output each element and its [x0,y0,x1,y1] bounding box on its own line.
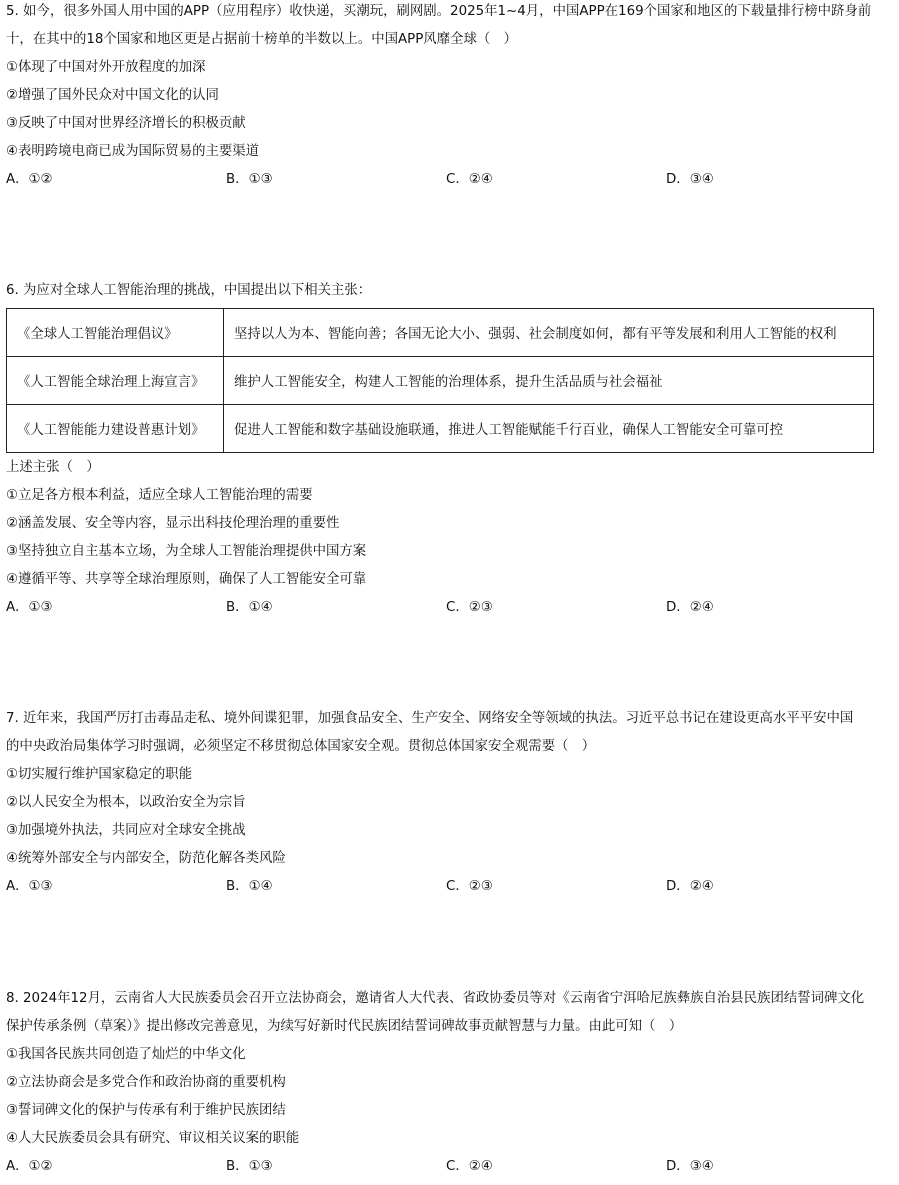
table-row [7,357,874,405]
option-b[interactable]: B．①③ [226,1159,273,1174]
option-b[interactable]: B．①④ [226,600,273,615]
option-c[interactable]: C．②④ [446,172,493,187]
statement-item: ③誓词碑文化的保护与传承有利于维护民族团结 [6,1103,286,1118]
option-a[interactable]: A．①② [6,1159,53,1174]
question-stem-line: 5. 如今，很多外国人用中国的APP（应用程序）收快递，买潮玩，刷网剧。2025年1~4月，中国APP在169个国家和地区的下载量排行榜中跻身前 [6,4,872,19]
option-a[interactable]: A．①③ [6,879,53,894]
statement-item: ③加强境外执法，共同应对全球安全挑战 [6,823,246,838]
answer-options [6,594,890,622]
statement-item: ④统筹外部安全与内部安全，防范化解各类风险 [6,851,286,866]
statement-item: ③反映了中国对世界经济增长的积极贡献 [6,116,246,131]
statement-item: ④遵循平等、共享等全球治理原则，确保了人工智能安全可靠 [6,572,367,587]
answer-options [6,873,890,901]
policy-content-cell: 维护人工智能安全，构建人工智能的治理体系，提升生活品质与社会福祉 [224,357,874,405]
option-c[interactable]: C．②④ [446,1159,493,1174]
statement-item: ①立足各方根本利益，适应全球人工智能治理的需要 [6,488,313,503]
table-row [7,309,874,357]
question-stem-line: 保护传承条例（草案）》提出修改完善意见，为续写好新时代民族团结誓词碑故事贡献智慧与力量。由此可知（ ） [6,1019,683,1034]
question-5 [6,0,890,194]
answer-options [6,166,890,194]
option-c[interactable]: C．②③ [446,600,493,615]
question-stem-line: 7. 近年来，我国严厉打击毒品走私、境外间谍犯罪，加强食品安全、生产安全、网络安全等领域的执法。习近平总书记在建设更高水平平安中国 [6,711,854,726]
option-d[interactable]: D．③④ [666,172,714,187]
option-b[interactable]: B．①④ [226,879,273,894]
statement-item: ①切实履行维护国家稳定的职能 [6,767,193,782]
statement-item: ④人大民族委员会具有研究、审议相关议案的职能 [6,1131,300,1146]
question-7 [6,705,890,901]
question-stem-line: 十，在其中的18个国家和地区更是占据前十榜单的半数以上。中国APP风靡全球（ ） [6,32,518,47]
question-stem-line: 6. 为应对全球人工智能治理的挑战，中国提出以下相关主张： [6,283,372,298]
option-d[interactable]: D．②④ [666,600,714,615]
policy-table [6,308,874,453]
statement-item: ②涵盖发展、安全等内容，显示出科技伦理治理的重要性 [6,516,340,531]
policy-name-cell: 《人工智能能力建设普惠计划》 [7,405,224,453]
statement-item: ②立法协商会是多党合作和政治协商的重要机构 [6,1075,286,1090]
question-prompt: 上述主张（ ） [6,460,100,475]
option-a[interactable]: A．①② [6,172,53,187]
statement-item: ④表明跨境电商已成为国际贸易的主要渠道 [6,144,260,159]
policy-name-cell: 《全球人工智能治理倡议》 [7,309,224,357]
option-b[interactable]: B．①③ [226,172,273,187]
statement-item: ①体现了中国对外开放程度的加深 [6,60,206,75]
question-stem-line: 8. 2024年12月，云南省人大民族委员会召开立法协商会，邀请省人大代表、省政协委员等对《云南省宁洱哈尼族彝族自治县民族团结誓词碑文化 [6,991,865,1006]
question-8 [6,985,890,1181]
table-row [7,405,874,453]
statement-item: ②增强了国外民众对中国文化的认同 [6,88,219,103]
statement-item: ③坚持独立自主基本立场，为全球人工智能治理提供中国方案 [6,544,367,559]
option-d[interactable]: D．②④ [666,879,714,894]
answer-options [6,1153,890,1181]
statement-item: ②以人民安全为根本，以政治安全为宗旨 [6,795,246,810]
policy-name-cell: 《人工智能全球治理上海宣言》 [7,357,224,405]
question-stem-line: 的中央政治局集体学习时强调，必须坚定不移贯彻总体国家安全观。贯彻总体国家安全观需要（ ） [6,739,596,754]
statement-item: ①我国各民族共同创造了灿烂的中华文化 [6,1047,246,1062]
question-6 [6,277,890,622]
policy-content-cell: 坚持以人为本、智能向善；各国无论大小、强弱、社会制度如何，都有平等发展和利用人工智能的权利 [224,309,874,357]
option-c[interactable]: C．②③ [446,879,493,894]
policy-content-cell: 促进人工智能和数字基础设施联通，推进人工智能赋能千行百业，确保人工智能安全可靠可控 [224,405,874,453]
option-d[interactable]: D．③④ [666,1159,714,1174]
option-a[interactable]: A．①③ [6,600,53,615]
